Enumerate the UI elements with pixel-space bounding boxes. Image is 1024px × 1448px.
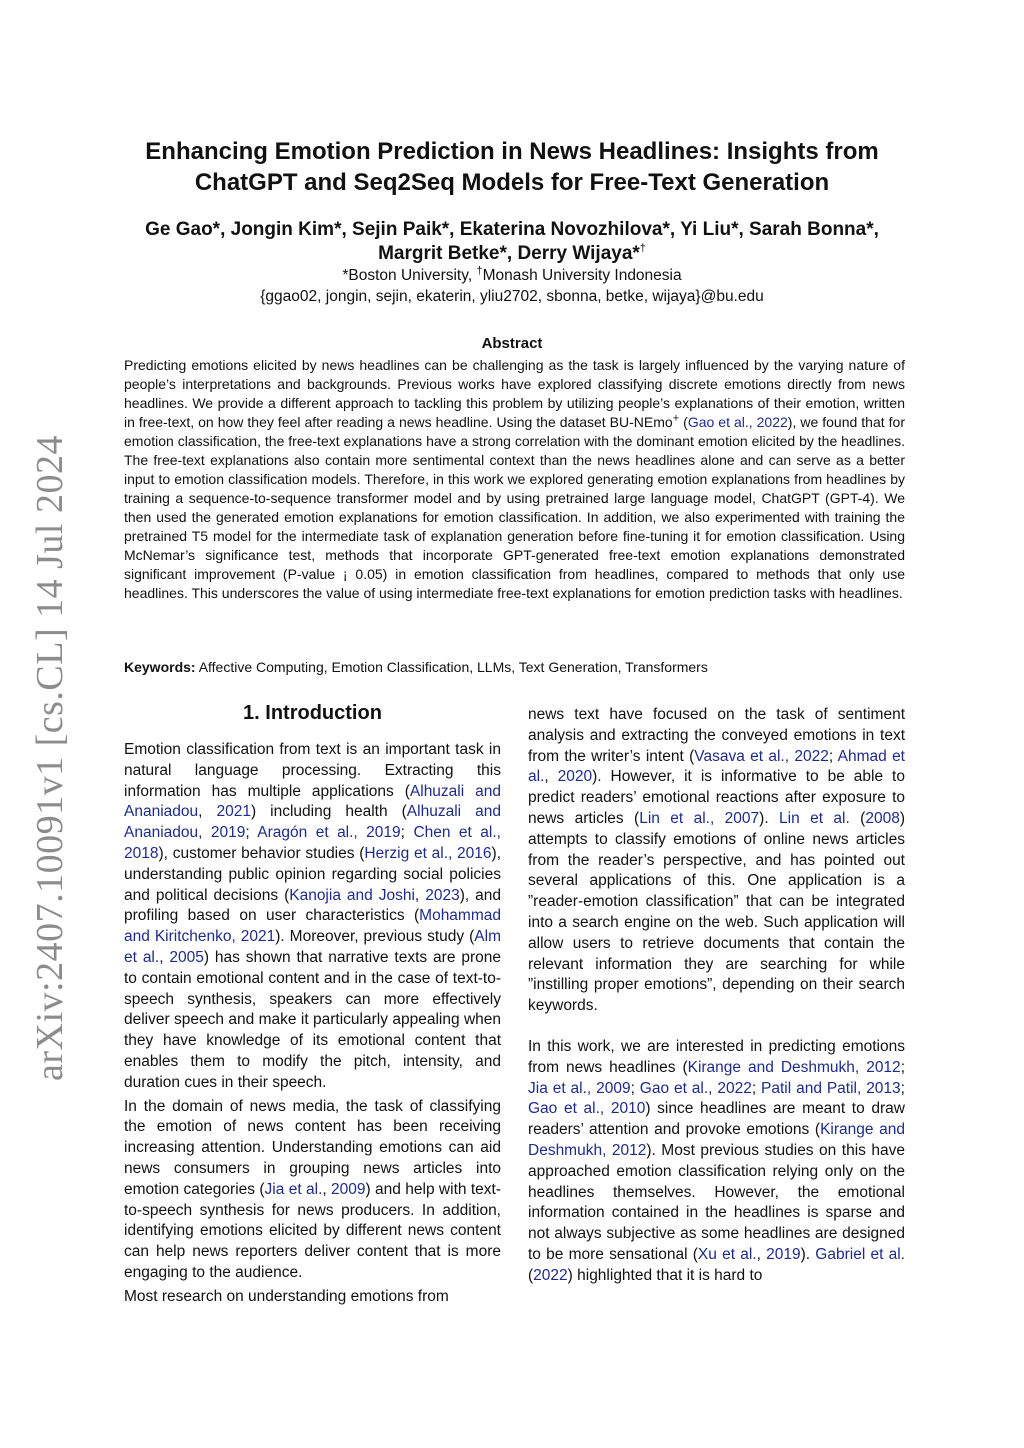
citation-link[interactable]: Gao et al., 2022 — [639, 1079, 752, 1097]
citation-link[interactable]: 2021 — [216, 803, 251, 821]
abstract-heading: Abstract — [481, 335, 543, 352]
body-text: ), understanding public opinion regarding social policies and political decisions ( — [124, 844, 502, 904]
body-text: ; — [630, 1079, 640, 1097]
body-text: ), and profiling based on user characteristics ( — [124, 886, 501, 925]
affiliation-1: *Boston University, — [342, 267, 477, 284]
citation-link[interactable]: 2020 — [557, 768, 593, 786]
citation-link[interactable]: Aragón et al., 2019 — [257, 824, 401, 842]
body-text: In this work, we are interested in predicting emotions from news headlines ( — [528, 1037, 905, 1076]
abstract-text-a: Predicting emotions elicited by news headlines can be challenging as the task is largely influenced by the varying nature of people’s interpretations and backgrounds. Previous works have explored classifying discrete emotions directly from news headlines. We provide a different approach to tackling this problem by utilizing people’s explanations of their emotion, written in free-text, on how they feel after reading a news headline. Using the dataset BU-NEmo — [124, 357, 905, 430]
keywords-text: Affective Computing, Emotion Classification, LLMs, Text Generation, Transformers — [195, 659, 708, 675]
citation-link[interactable]: Ahmad et al. — [528, 747, 905, 786]
right-column — [528, 705, 905, 1290]
citation-link[interactable]: Herzig et al., 2016 — [364, 844, 492, 862]
authors-line-2: Margrit Betke*, Derry Wijaya* — [378, 243, 640, 264]
citation-link[interactable]: Gao et al., 2010 — [528, 1100, 646, 1118]
body-text: ) highlighted that it is hard to — [567, 1266, 763, 1284]
left-column — [124, 700, 501, 1311]
paper-title: Enhancing Emotion Prediction in News Headlines: Insights from ChatGPT and Seq2Seq Models for Free-Text Generation — [145, 138, 879, 196]
section-heading-introduction: 1. Introduction — [243, 702, 382, 724]
body-text: , — [414, 886, 426, 904]
keywords-line — [124, 658, 905, 677]
intro-paragraph-2 — [124, 1097, 501, 1284]
abstract-text-b: ( — [679, 414, 688, 430]
citation-link[interactable]: Kanojia and Joshi — [289, 886, 415, 904]
body-text: ( — [528, 1266, 534, 1284]
body-text: ), customer behavior studies ( — [158, 844, 365, 862]
dataset-superscript: + — [672, 412, 680, 425]
citation-link[interactable]: 2022 — [533, 1266, 568, 1284]
keywords-label: Keywords: — [124, 659, 196, 675]
body-text: ). — [800, 1245, 816, 1263]
affiliation-2: Monash University Indonesia — [482, 267, 682, 284]
body-text: , — [198, 803, 217, 821]
body-text: ; — [400, 824, 414, 842]
body-text: ; — [900, 1058, 905, 1076]
citation-link[interactable]: Xu et al. — [697, 1245, 757, 1263]
affiliations — [112, 265, 912, 286]
body-text: Most research on understanding emotions from — [124, 1287, 449, 1305]
citation-link[interactable]: Alhuzali and Ananiadou — [124, 782, 501, 821]
body-text: ). However, it is informative to be able to predict readers’ emotional reactions after exposure to news articles ( — [528, 768, 905, 827]
affiliation-dagger: † — [476, 264, 483, 277]
citation-link[interactable]: Kirange and Deshmukh, 2012 — [687, 1058, 901, 1076]
body-text: ) attempts to classify emotions of online news articles from the reader’s perspective, and has pointed out several applications of this. One application is a ”reader-emotion classification” that can be integrated into a search engine on the web. Such application will allow users to retrieve documents that contain the relevant information they are searching for while ”instilling proper emotions”, depending on their search keywords. — [528, 809, 905, 1015]
citation-link[interactable]: Gabriel et al. — [815, 1245, 905, 1263]
authors-line-1: Ge Gao*, Jongin Kim*, Sejin Paik*, Ekaterina Novozhilova*, Yi Liu*, Sarah Bonna*, — [145, 219, 879, 240]
body-text: ) including health ( — [250, 803, 407, 821]
abstract-text-c: ), we found that for emotion classification, the free-text explanations have a strong correlation with the dominant emotion elicited by the headlines. The free-text explanations also contain more sentimental context than the news headlines alone and can serve as a better input to emotion classification models. Therefore, in this work we explored generating emotion explanations from headlines by training a sequence-to-sequence transformer model and by using pretrained large language model, ChatGPT (GPT-4). We then used the generated emotion explanations for emotion classification. In addition, we also experimented with training the pretrained T5 model for the intermediate task of explanation generation before fine-tuning it for emotion classification. Using McNemar’s significance test, methods that incorporate GPT-generated free-text emotion explanations demonstrated significant improvement (P-value ¡ 0.05) in emotion classification from headlines, compared to methods that only use headlines. This underscores the value of using intermediate free-text explanations for emotion prediction tasks with headlines. — [124, 414, 905, 601]
body-text: ; — [900, 1079, 905, 1097]
body-text: , — [322, 1180, 332, 1198]
body-text: ; — [828, 747, 838, 765]
intro-paragraph-1 — [124, 740, 501, 1094]
citation-link[interactable]: 2023 — [425, 886, 460, 904]
citation-link[interactable]: Alm et al. — [124, 928, 501, 966]
body-text: ( — [849, 809, 866, 827]
body-text: ) since headlines are meant to draw readers’ attention and provoke emotions ( — [528, 1100, 905, 1139]
citation-link[interactable]: 2009 — [331, 1180, 366, 1198]
citation-link[interactable]: Vasava et al., 2022 — [694, 747, 829, 765]
author-list — [112, 218, 912, 266]
body-text: , — [159, 948, 170, 966]
body-text: ) and help with text-to-speech synthesis for news producers. In addition, identifying emotions elicited by different news content can help news reporters deliver content that is more engaging to the audience. — [124, 1180, 501, 1281]
body-text: ). Moreover, previous study ( — [275, 928, 475, 946]
body-text: , — [756, 1245, 767, 1263]
citation-link[interactable]: 2008 — [865, 809, 900, 827]
citation-link[interactable]: Gao et al., 2022 — [687, 414, 788, 430]
citation-link[interactable]: Kirange and Deshmukh, 2012 — [528, 1121, 906, 1159]
dagger-mark: † — [639, 242, 646, 255]
body-text: ). — [759, 809, 780, 827]
body-text: ). Most previous studies on this have approached emotion classification relying only on the headlines themselves. However, the emotional information contained in the headlines is sparse and not always subjective as some headlines are designed to be more sensational ( — [528, 1141, 905, 1263]
body-text: ; — [245, 824, 258, 842]
citation-link[interactable]: Alhuzali and Ananiadou, 2019 — [124, 803, 501, 842]
body-text: ) has shown that narrative texts are prone to contain emotional content and in the case of text-to-speech synthesis, speakers can more effectively deliver speech and make it particularly appealing when they have knowledge of its emotional content that enables them to modify the pitch, intensity, and duration cues in their speech. — [124, 948, 501, 1091]
intro-paragraph-3 — [124, 1287, 501, 1308]
intro-paragraph-4 — [528, 1037, 905, 1287]
citation-link[interactable]: Lin et al., 2007 — [639, 809, 760, 827]
citation-link[interactable]: 2019 — [766, 1245, 801, 1263]
citation-link[interactable]: Jia et al. — [264, 1180, 323, 1198]
body-text: , — [544, 768, 558, 786]
citation-link[interactable]: Chen et al., 2018 — [124, 824, 501, 862]
body-text: In the domain of news media, the task of classifying the emotion of news content has been receiving increasing attention. Understanding emotions can aid news consumers in grouping news articles into emotion categories ( — [124, 1097, 501, 1198]
citation-link[interactable]: Jia et al., 2009 — [528, 1079, 631, 1097]
body-text: news text have focused on the task of sentiment analysis and extracting the conveyed emotions in text from the writer’s intent ( — [528, 706, 905, 765]
citation-link[interactable]: Lin et al. — [779, 809, 850, 827]
citation-link[interactable]: Mohammad and Kiritchenko, 2021 — [124, 907, 501, 946]
abstract-body — [124, 356, 905, 603]
arxiv-side-stamp — [20, 435, 80, 1081]
citation-link[interactable]: Patil and Patil, 2013 — [761, 1079, 901, 1097]
body-text: ; — [751, 1079, 762, 1097]
citation-link[interactable]: 2005 — [169, 948, 204, 966]
arxiv-identifier: arXiv:2407.10091v1 [cs.CL] 14 Jul 2024 — [29, 435, 72, 1081]
intro-paragraph-3-continued — [528, 705, 905, 1017]
author-emails: {ggao02, jongin, sejin, ekaterin, yliu2702, sbonna, betke, wijaya}@bu.edu — [260, 288, 764, 305]
body-text: Emotion classification from text is an important task in natural language processing. Extracting this information has multiple applications ( — [124, 741, 501, 800]
